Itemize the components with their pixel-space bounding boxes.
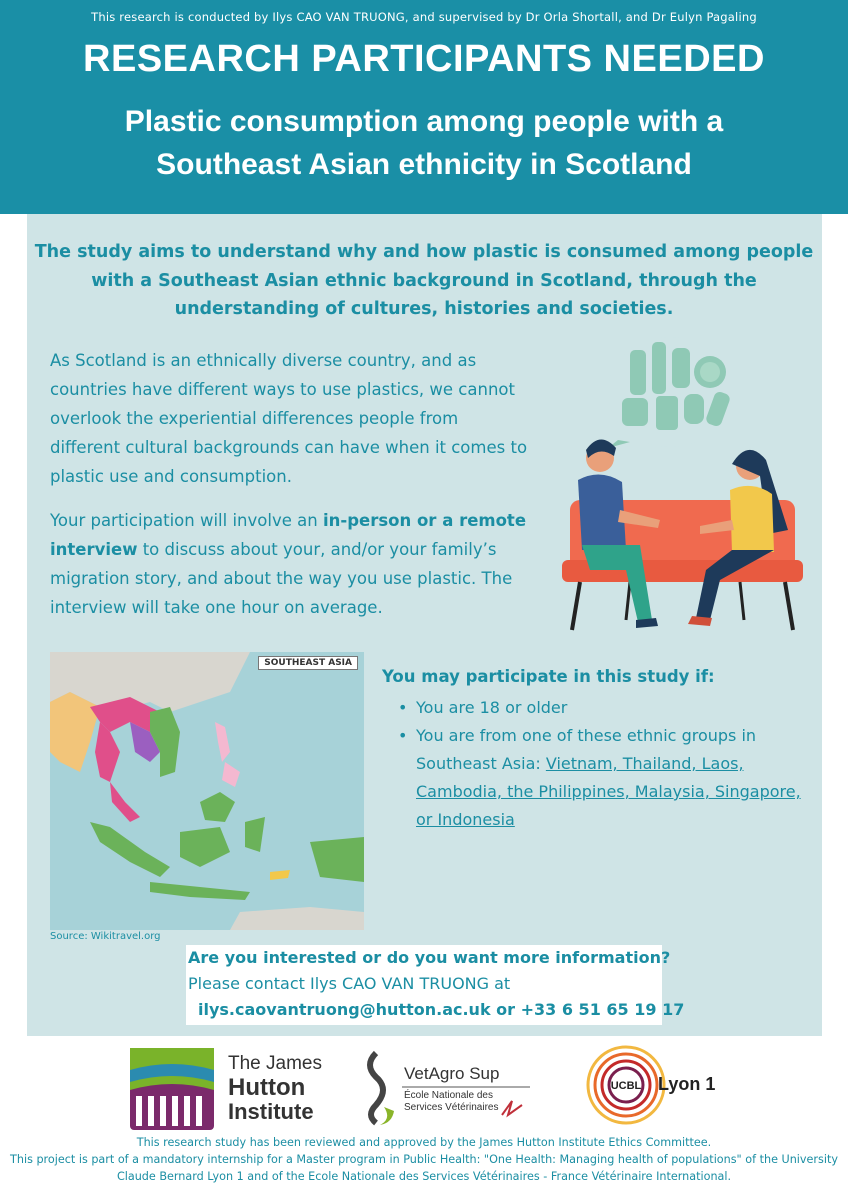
contact-email-phone[interactable]: ilys.caovantruong@hutton.ac.uk or +33 6 51 65 19 17 (198, 1000, 685, 1019)
participation-paragraph (50, 506, 530, 622)
eligibility-title: You may participate in this study if: (382, 667, 715, 686)
southeast-asia-map (50, 652, 364, 930)
eligibility-age: • You are 18 or older (396, 694, 806, 722)
hutton-line-2: Hutton (228, 1074, 306, 1101)
internship-note: This project is part of a mandatory internship for a Master program in Public Health: "One Health: Managing health of populations" of the University Claude Bernard Lyon 1 and of the Ecole Nationale des Services Vétérinaires - France Vétérinaire International. (10, 1153, 838, 1183)
eligibility-list (396, 694, 806, 834)
vetagro-name: VetAgro Sup (404, 1064, 500, 1083)
research-credit: This research is conducted by Ilys CAO VAN TRUONG, and supervised by Dr Orla Shortall, and Dr Eulyn Pagaling (91, 10, 757, 24)
hutton-logo-text (228, 1052, 322, 1124)
page-title: RESEARCH PARTICIPANTS NEEDED (83, 38, 765, 80)
hutton-line-1: The James (228, 1053, 322, 1074)
ethics-approval: This research study has been reviewed and approved by the James Hutton Institute Ethics Committee. (136, 1136, 712, 1149)
context-paragraph: As Scotland is an ethnically diverse country, and as countries have different ways to use plastics, we cannot overlook the experiential differences people from different cultural backgrounds can have when it comes to plastic use and consumption. (50, 351, 528, 486)
lyon1-name: Lyon 1 (658, 1074, 716, 1094)
interview-type: in-person or a remote interview (50, 511, 527, 559)
conversation-illustration (560, 330, 805, 635)
contact-question: Are you interested or do you want more information? (188, 948, 671, 967)
header-banner (0, 0, 848, 214)
ethnicity-text: You are from one of these ethnic groups in Southeast Asia: (416, 726, 757, 773)
vetagro-subtitle: École Nationale des Services Vétérinaires (404, 1090, 499, 1113)
page-subtitle: Plastic consumption among people with a Southeast Asian ethnicity in Scotland (124, 105, 724, 181)
map-title: SOUTHEAST ASIA (258, 656, 358, 670)
footer-notes (0, 1134, 848, 1185)
participation-text-2: to discuss about your, and/or your family’s migration story, and about the way you use plastic. The interview will take one hour on average. (50, 540, 513, 617)
lyon1-mark: UCBL (610, 1080, 642, 1092)
eligibility-ethnicity (396, 722, 806, 834)
map-source: Source: Wikitravel.org (50, 931, 161, 942)
map-graphic (50, 652, 364, 930)
hutton-line-3: Institute (228, 1099, 314, 1124)
vetagro-logo-icon (362, 1045, 532, 1127)
study-aim: The study aims to understand why and how plastic is consumed among people with a Southeast Asian ethnic background in Scotland, through the understanding of cultures, histories and societies. (34, 242, 814, 319)
participation-text-1: Your participation will involve an (50, 511, 323, 530)
plastic-thought-bubble-icon (608, 337, 732, 448)
contact-line: Please contact Ilys CAO VAN TRUONG at (188, 974, 511, 993)
ethnic-groups-link[interactable]: Vietnam, Thailand, Laos, Cambodia, the Philippines, Malaysia, Singapore, or Indonesia (416, 754, 801, 829)
